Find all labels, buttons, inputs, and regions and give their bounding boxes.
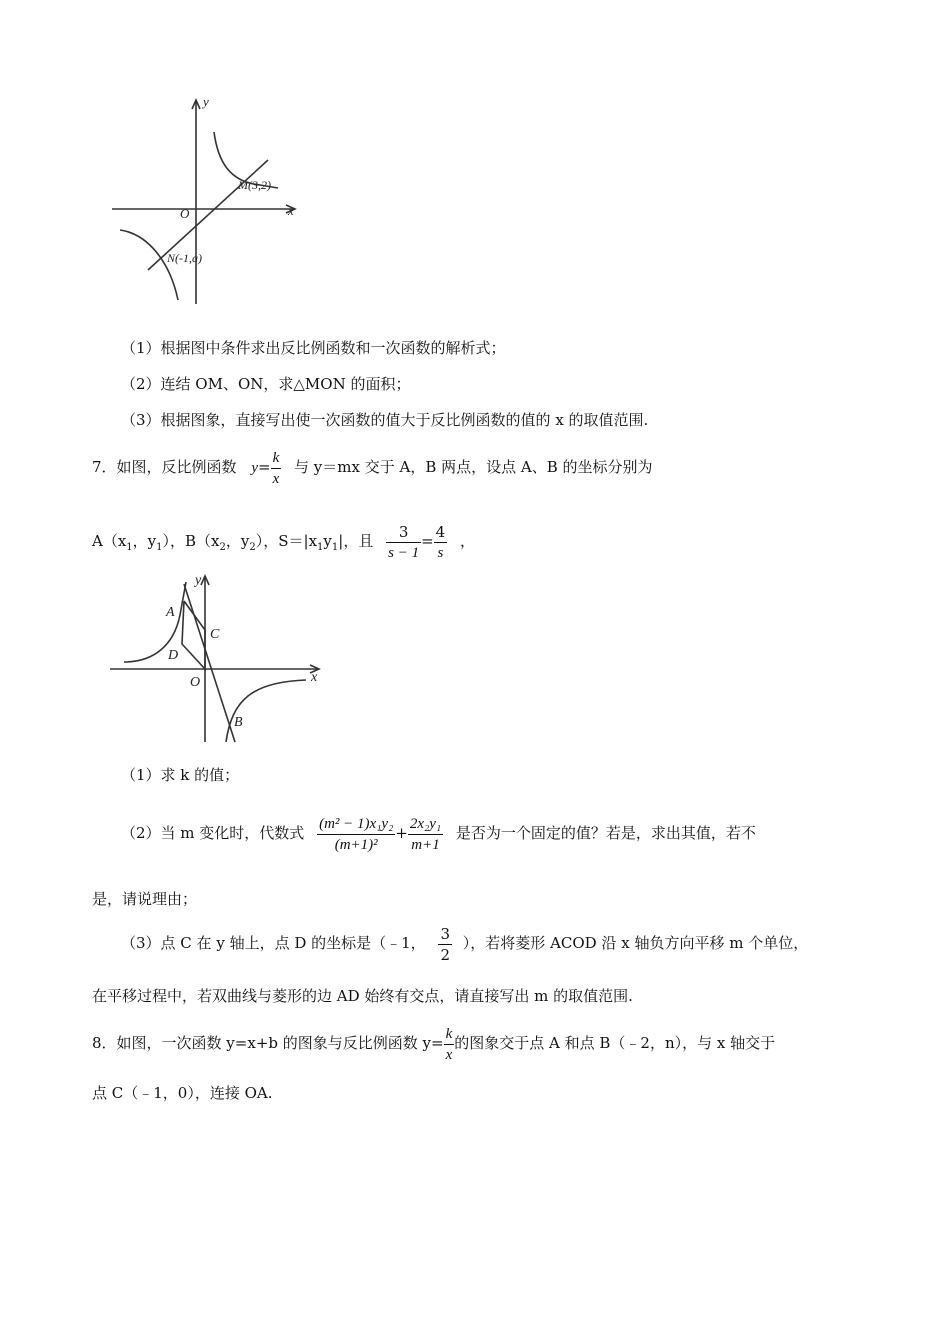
graph-1 bbox=[100, 92, 310, 312]
q7-frac1-num: 3 bbox=[386, 522, 421, 543]
q8-func-den: x bbox=[445, 1046, 453, 1063]
q6-part1: （1）根据图中条件求出反比例函数和一次函数的解析式； bbox=[121, 339, 506, 357]
graph-2-point-b: B bbox=[234, 715, 243, 730]
q7-expr2 bbox=[408, 814, 443, 855]
q7-part2-c: 是，请说理由； bbox=[92, 890, 198, 908]
graph-1-line bbox=[148, 160, 268, 270]
q7-expr2-den: m+1 bbox=[411, 836, 440, 853]
q7-coords-end: ， bbox=[460, 532, 476, 550]
q7-expr2-num: 2x₂y₁ bbox=[408, 814, 443, 835]
q7-frac2 bbox=[434, 522, 448, 563]
graph-2-hyperbola-lower bbox=[226, 680, 306, 742]
q8-line2: 点 C（﹣1，0），连接 OA. bbox=[92, 1084, 273, 1102]
q7-part3-den: 2 bbox=[440, 945, 451, 964]
q6-part3: （3）根据图象，直接写出使一次函数的值大于反比例函数的值的 x 的取值范围. bbox=[121, 411, 649, 429]
q7-part2-b: 是否为一个固定的值？若是，求出其值，若不 bbox=[455, 824, 756, 842]
q7-coords-a: A（x bbox=[92, 532, 127, 550]
q7-part3-a: （3）点 C 在 y 轴上，点 D 的坐标是（﹣1， bbox=[121, 934, 426, 952]
graph-1-x-label: x bbox=[288, 203, 294, 218]
q7-func-eq: = bbox=[258, 458, 271, 476]
q7-sub6: 1 bbox=[331, 542, 339, 553]
graph-2 bbox=[104, 570, 334, 750]
q7-intro bbox=[92, 444, 653, 491]
q7-frac1 bbox=[386, 522, 421, 563]
q7-part2 bbox=[121, 808, 756, 858]
q7-func-num: k bbox=[271, 448, 282, 469]
q7-func-den: x bbox=[272, 470, 280, 487]
q7-part3-num: 3 bbox=[440, 924, 451, 943]
q7-intro-a: 7．如图，反比例函数 bbox=[92, 458, 237, 476]
q7-expr-plus: + bbox=[395, 824, 408, 842]
graph-2-point-a: A bbox=[166, 605, 175, 620]
graph-2-point-d: D bbox=[168, 648, 179, 663]
q7-frac-eq: = bbox=[421, 532, 434, 550]
graph-1-y-label: y bbox=[203, 94, 209, 109]
graph-2-origin-label: O bbox=[190, 675, 201, 690]
q7-expr1-den: (m+1)² bbox=[334, 836, 378, 853]
q7-sub1: 1 bbox=[126, 542, 133, 553]
q7-expr1-num: (m² − 1)x₁y₂ bbox=[317, 814, 395, 835]
q7-intro-b: 与 y＝mx 交于 A，B 两点，设点 A、B 的坐标分别为 bbox=[294, 458, 653, 476]
graph-2-point-c: C bbox=[210, 627, 220, 642]
q7-func-lhs: y bbox=[251, 460, 258, 476]
q7-func-frac bbox=[271, 448, 282, 489]
graph-1-point-m: M(3,2) bbox=[238, 178, 271, 192]
q7-coords-c: ），B（x bbox=[162, 532, 220, 550]
q8-line1-a: 8．如图，一次函数 y=x+b 的图象与反比例函数 y= bbox=[92, 1034, 444, 1052]
q7-coords-b: ，y bbox=[132, 532, 157, 550]
q7-coords-f: y bbox=[323, 532, 332, 550]
q7-part3-c: 在平移过程中，若双曲线与菱形的边 AD 始终有交点，请直接写出 m 的取值范围. bbox=[92, 987, 633, 1005]
q7-part3-b: ），若将菱形 ACOD 沿 x 轴负方向平移 m 个单位， bbox=[462, 934, 809, 952]
q7-frac2-num: 4 bbox=[435, 522, 446, 541]
graph-2-line bbox=[184, 584, 235, 742]
q8-func-frac bbox=[444, 1024, 455, 1065]
q7-part2-a: （2）当 m 变化时，代数式 bbox=[121, 824, 305, 842]
graph-1-origin-label: O bbox=[180, 206, 190, 221]
q7-coords-g: |，且 bbox=[338, 532, 374, 550]
graph-1-hyperbola-lower bbox=[120, 230, 178, 300]
graph-2-y-label: y bbox=[195, 573, 202, 588]
q7-coords bbox=[92, 518, 475, 571]
graph-2-x-label: x bbox=[311, 670, 318, 685]
q7-sub5: 1 bbox=[317, 542, 324, 553]
q7-expr1 bbox=[317, 814, 395, 855]
q7-coords-d: ，y bbox=[225, 532, 250, 550]
q7-frac1-den: s − 1 bbox=[388, 544, 420, 561]
q7-sub4: 2 bbox=[249, 542, 256, 553]
q7-coords-e: ），S＝|x bbox=[255, 532, 318, 550]
q7-part3-frac bbox=[438, 924, 452, 965]
graph-1-point-n: N(-1,a) bbox=[167, 251, 202, 265]
q7-part1: （1）求 k 的值； bbox=[121, 766, 240, 784]
q7-sub2: 1 bbox=[156, 542, 163, 553]
q6-part2: （2）连结 OM、ON，求△MON 的面积； bbox=[121, 375, 411, 393]
q7-frac2-den: s bbox=[437, 544, 444, 561]
q7-sub3: 2 bbox=[219, 542, 226, 553]
q8-func-num: k bbox=[444, 1024, 455, 1045]
q8-line1 bbox=[92, 1020, 775, 1066]
q8-line1-b: 的图象交于点 A 和点 B（﹣2，n），与 x 轴交于 bbox=[454, 1034, 776, 1052]
q7-part3 bbox=[121, 920, 808, 966]
